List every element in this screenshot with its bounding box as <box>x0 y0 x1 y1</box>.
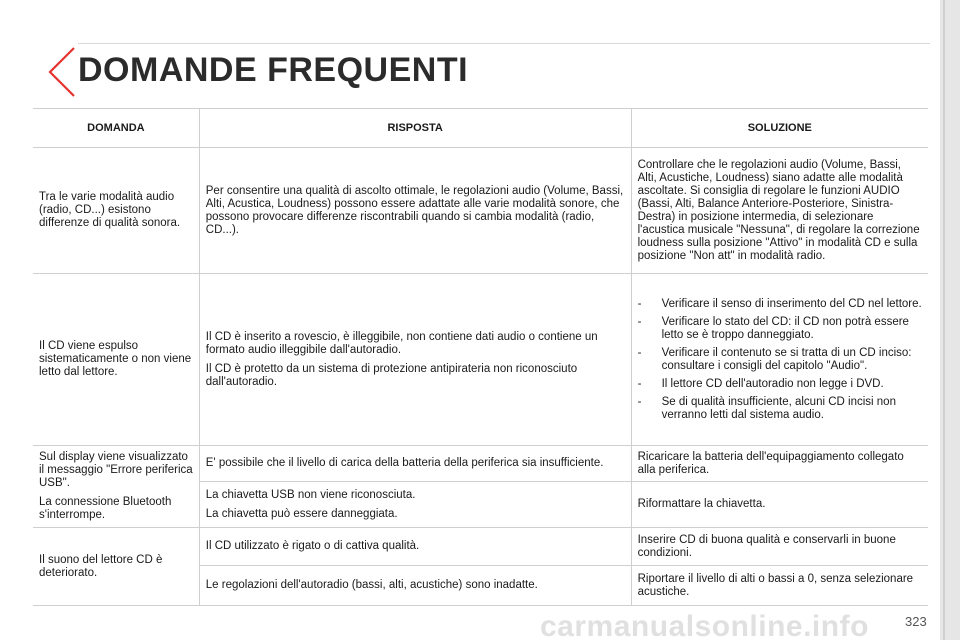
solution-cell: Controllare che le regolazioni audio (Volume, Bassi, Alti, Acustiche, Loudness) siano adatte alle modalità ascoltate. Si consiglia di regolare le funzioni AUDIO (Bassi, Alti, Balance Anteriore-Posteriore, Sinistra-Destra) in posizione intermedia, di selezionare l'acustica musicale "Nessuna", di regolare la correzione loudness sulla posizione "Attivo" in modalità CD e sulla posizione "Non att" in modalità radio. <box>637 158 920 262</box>
answer-cell: Per consentire una qualità di ascolto ottimale, le regolazioni audio (Volume, Bassi, Alti, Acustica, Loudness) possono essere adattate alle varie modalità sonore, che possono provocare differenze riscontrabili quando si cambia modalità (radio, CD...). <box>199 148 631 274</box>
header-risposta: RISPOSTA <box>199 109 631 148</box>
answer-paragraph: La chiavetta può essere danneggiata. <box>205 507 398 520</box>
answer-cell: Le regolazioni dell'autoradio (bassi, alti, acustiche) sono inadatte. <box>199 566 631 606</box>
question-paragraph: Sul display viene visualizzato il messaggio "Errore periferica USB". <box>39 451 193 489</box>
watermark-logo: carmanualsonline.info <box>540 610 869 643</box>
solution-cell <box>631 274 928 446</box>
answer-cell <box>199 274 631 446</box>
faq-table <box>33 108 928 606</box>
list-item-text: Verificare il senso di inserimento del CD nel lettore. <box>661 297 922 310</box>
question-cell: Il CD viene espulso sistematicamente o non viene letto dal lettore. <box>33 274 199 446</box>
page-title: DOMANDE FREQUENTI <box>78 51 469 89</box>
solution-cell: Riformattare la chiavetta. <box>637 498 766 510</box>
list-item-text: Verificare lo stato del CD: il CD non potrà essere letto se è troppo danneggiato. <box>661 315 909 341</box>
answer-paragraph: Il CD è protetto da un sistema di protezione antipirateria non riconosciuto dall'autoradio. <box>205 362 578 388</box>
header-soluzione: SOLUZIONE <box>747 121 812 134</box>
solution-cell: Ricaricare la batteria dell'equipaggiamento collegato alla periferica. <box>631 446 928 482</box>
list-item-text: Verificare il contenuto se si tratta di un CD inciso: consultare i consigli del capitolo "Audio". <box>661 346 912 372</box>
table-row <box>33 528 928 566</box>
page-number: 323 <box>905 614 927 629</box>
table-header-row <box>33 109 928 148</box>
bullet-dash: - <box>637 377 642 390</box>
answer-cell: E' possibile che il livello di carica della batteria della periferica sia insufficiente. <box>199 446 631 482</box>
table-row <box>33 274 928 446</box>
answer-paragraph: Il CD è inserito a rovescio, è illeggibile, non contiene dati audio o contiene un formato audio illeggibile dall'autoradio. <box>205 330 598 356</box>
list-item <box>638 378 922 391</box>
question-cell: Il suono del lettore CD è deteriorato. <box>33 528 199 606</box>
question-cell: Tra le varie modalità audio (radio, CD...) esistono differenze di qualità sonora. <box>33 148 199 274</box>
list-item <box>638 298 922 311</box>
answer-cell: Il CD utilizzato è rigato o di cattiva qualità. <box>199 528 631 566</box>
list-item-text: Il lettore CD dell'autoradio non legge i DVD. <box>661 377 884 390</box>
table-row <box>33 148 928 274</box>
chevron-accent-icon <box>30 46 82 98</box>
list-item-text: Se di qualità insufficiente, alcuni CD incisi non verranno letti dal sistema audio. <box>661 395 896 421</box>
solution-cell: Riportare il livello di alti o bassi a 0, senza selezionare acustiche. <box>637 572 914 598</box>
bullet-dash: - <box>637 297 642 310</box>
answer-cell <box>199 482 631 528</box>
answer-paragraph: La chiavetta USB non viene riconosciuta. <box>205 488 416 501</box>
bullet-dash: - <box>637 315 642 328</box>
solution-cell: Inserire CD di buona qualità e conservarli in buone condizioni. <box>631 528 928 566</box>
header-domanda: DOMANDA <box>33 109 199 148</box>
list-item <box>638 347 922 373</box>
bullet-dash: - <box>637 346 642 359</box>
question-cell <box>33 446 199 528</box>
table-row <box>33 446 928 482</box>
bullet-dash: - <box>637 395 642 408</box>
question-paragraph: La connessione Bluetooth s'interrompe. <box>39 496 172 521</box>
page-edge-line <box>943 0 945 640</box>
list-item <box>638 396 922 422</box>
solution-list <box>638 298 922 422</box>
top-divider <box>78 43 930 44</box>
list-item <box>638 316 922 342</box>
